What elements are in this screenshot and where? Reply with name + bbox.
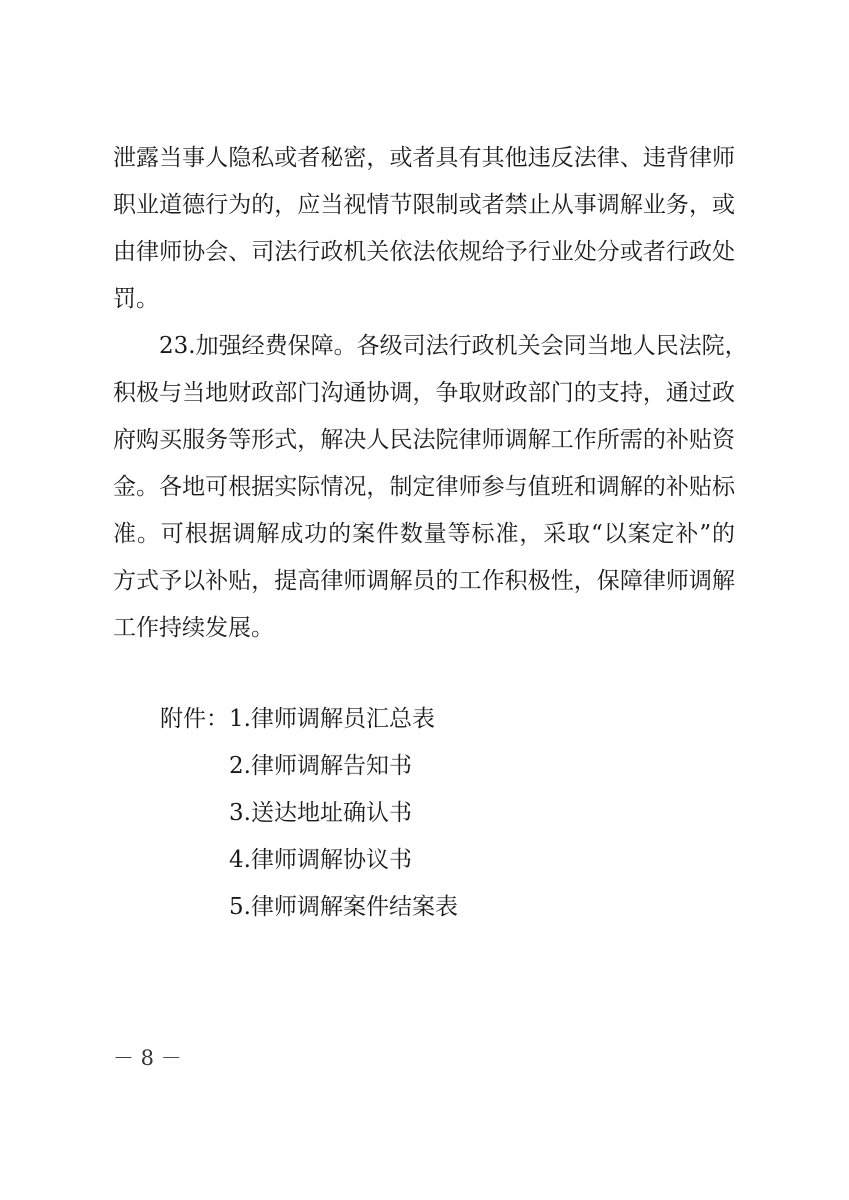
body-line-1: 泄露当事人隐私或者秘密，或者具有其他违反法律、违背律师	[113, 145, 735, 171]
body-line-4: 罚。	[113, 286, 159, 312]
body-line-10: 方式予以补贴，提高律师调解员的工作积极性，保障律师调解	[113, 568, 735, 594]
attachment-item-3: 3.送达地址确认书	[229, 800, 412, 826]
attachment-item-2: 2.律师调解告知书	[229, 753, 412, 779]
attachment-item-5: 5.律师调解案件结案表	[229, 894, 458, 920]
body-line-2: 职业道德行为的，应当视情节限制或者禁止从事调解业务，或	[113, 192, 735, 218]
attachment-item-1: 1.律师调解员汇总表	[229, 706, 435, 732]
body-line-7: 府购买服务等形式，解决人民法院律师调解工作所需的补贴资	[113, 427, 735, 453]
body-line-8: 金。各地可根据实际情况，制定律师参与值班和调解的补贴标	[113, 474, 735, 500]
page-number: － 8 －	[113, 1046, 182, 1070]
body-line-11: 工作持续发展。	[113, 615, 274, 641]
body-line-9: 准。可根据调解成功的案件数量等标准，采取“以案定补”的	[113, 521, 735, 547]
body-line-5: 23.加强经费保障。各级司法行政机关会同当地人民法院，	[113, 333, 748, 359]
body-line-3: 由律师协会、司法行政机关依法依规给予行业处分或者行政处	[113, 239, 735, 265]
body-line-6: 积极与当地财政部门沟通协调，争取财政部门的支持，通过政	[113, 380, 735, 406]
attachments-label: 附件：	[160, 706, 229, 732]
attachment-item-4: 4.律师调解协议书	[229, 847, 412, 873]
